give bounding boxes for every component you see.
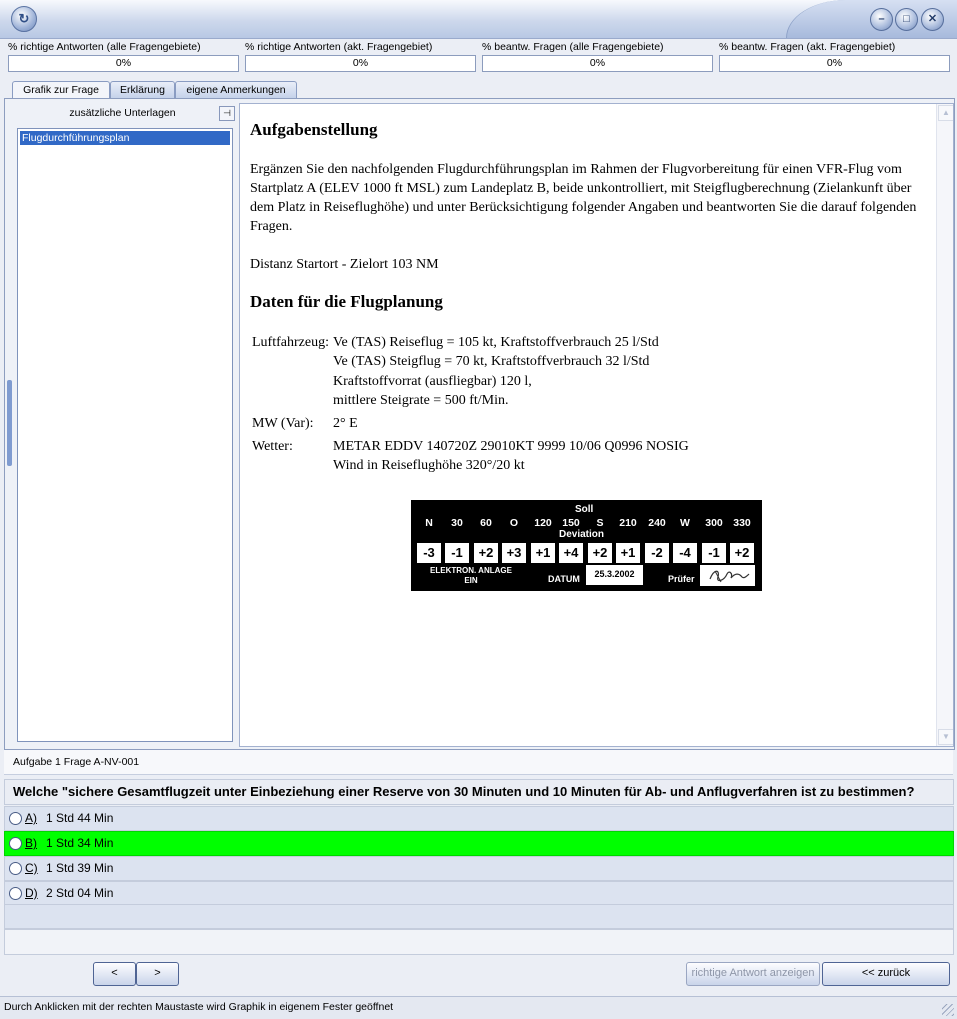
heading-aufgabenstellung: Aufgabenstellung	[250, 120, 378, 139]
datum-value: 25.3.2002	[586, 565, 643, 585]
heading-cell: 210	[619, 517, 637, 529]
tab-grafik[interactable]: Grafik zur Frage	[12, 81, 110, 99]
variation-value: 2° E	[333, 416, 358, 431]
deviation-cell: +4	[559, 543, 583, 563]
feedback-row	[4, 929, 954, 955]
answer-letter: A)	[25, 811, 37, 825]
tab-erklaerung[interactable]: Erklärung	[110, 81, 175, 98]
radio-button[interactable]	[9, 812, 22, 825]
deviation-cell: -2	[645, 543, 669, 563]
deviation-cell: -1	[702, 543, 726, 563]
elektron-line: ELEKTRON. ANLAGE	[430, 566, 512, 575]
stat-value: 0%	[245, 55, 476, 72]
heading-cell: O	[509, 517, 519, 529]
pruefer-label: Prüfer	[668, 574, 695, 584]
question-info-bar	[4, 750, 953, 775]
aircraft-line: Kraftstoffvorrat (ausfliegbar) 120 l,	[333, 374, 532, 389]
stat-correct-all	[8, 41, 239, 72]
question-graphic[interactable]	[239, 103, 954, 747]
answer-text: 2 Std 04 Min	[46, 886, 114, 900]
deviation-label: Deviation	[559, 529, 605, 540]
minimize-button[interactable]: –	[870, 8, 893, 31]
tab-anmerkungen[interactable]: eigene Anmerkungen	[175, 81, 297, 98]
variation-label: MW (Var):	[252, 416, 314, 431]
weather-line: METAR EDDV 140720Z 29010KT 9999 10/06 Q0996 NOSIG	[333, 439, 689, 454]
signature-icon	[700, 565, 755, 586]
status-text: Durch Anklicken mit der rechten Maustaste wird Graphik in eigenem Fester geöffnet	[4, 1001, 394, 1013]
close-button[interactable]: ✕	[921, 8, 944, 31]
answer-text: 1 Std 39 Min	[46, 861, 114, 875]
documents-sidebar	[8, 103, 237, 745]
deviation-card	[411, 500, 762, 591]
deviation-cell: +1	[531, 543, 555, 563]
heading-cell: 60	[480, 517, 492, 529]
stat-correct-current	[245, 41, 476, 72]
aircraft-line: Ve (TAS) Steigflug = 70 kt, Kraftstoffverbrauch 32 l/Std	[333, 354, 650, 369]
next-button[interactable]: >	[136, 962, 179, 986]
heading-cell: 330	[733, 517, 751, 529]
heading-cell: 300	[705, 517, 723, 529]
content-scrollbar[interactable]	[936, 104, 953, 746]
soll-label: Soll	[575, 504, 594, 515]
pin-icon[interactable]: ⊣	[219, 106, 235, 121]
aircraft-line: mittlere Steigrate = 500 ft/Min.	[333, 393, 509, 408]
deviation-cell: -4	[673, 543, 697, 563]
task-description: Ergänzen Sie den nachfolgenden Flugdurchführungsplan im Rahmen der Flugvorbereitung für einen VFR-Flug vom Startplatz A (ELEV 1000 ft MSL) zum Landeplatz B, beide unkontrolliert, mit Steigflugberechnung (Zielankunft über dem Platz in Reiseflughöhe) und unter Berücksichtigung folgender Angaben und beantworten Sie die darauf folgenden Fragen.	[250, 162, 917, 234]
answer-letter: D)	[25, 886, 38, 900]
aircraft-line: Ve (TAS) Reiseflug = 105 kt, Kraftstoffverbrauch 25 l/Std	[333, 335, 659, 350]
radio-button[interactable]	[9, 837, 22, 850]
answer-option-d[interactable]	[4, 881, 954, 906]
deviation-cell: -1	[445, 543, 469, 563]
deviation-cell: +2	[588, 543, 612, 563]
distance-text: Distanz Startort - Zielort 103 NM	[250, 257, 439, 272]
content-panel	[4, 98, 955, 750]
answer-letter: B)	[25, 836, 37, 850]
sidebar-title: zusätzliche Unterlagen	[69, 107, 176, 119]
stat-label: % beantw. Fragen (alle Fragengebiete)	[482, 41, 664, 53]
statistics-bar	[0, 39, 957, 77]
weather-line: Wind in Reiseflughöhe 320°/20 kt	[333, 458, 525, 473]
answer-option-a[interactable]	[4, 806, 954, 831]
heading-cell: 150	[562, 517, 580, 529]
weather-label: Wetter:	[252, 439, 293, 454]
back-button[interactable]: << zurück	[822, 962, 950, 986]
answer-option-c[interactable]	[4, 856, 954, 881]
answer-option-b[interactable]	[4, 831, 954, 856]
stat-value: 0%	[8, 55, 239, 72]
question-text-bar	[4, 779, 954, 805]
radio-button[interactable]	[9, 862, 22, 875]
heading-cell: N	[425, 517, 433, 529]
answer-text: 1 Std 44 Min	[46, 811, 114, 825]
heading-flugplanung: Daten für die Flugplanung	[250, 292, 443, 311]
scroll-up-icon[interactable]: ▲	[938, 105, 954, 121]
heading-cell: W	[680, 517, 690, 529]
stat-value: 0%	[482, 55, 713, 72]
answer-text: 1 Std 34 Min	[46, 836, 114, 850]
deviation-cell: +1	[616, 543, 640, 563]
heading-cell: 30	[451, 517, 463, 529]
deviation-cell: -3	[417, 543, 441, 563]
stat-label: % beantw. Fragen (akt. Fragengebiet)	[719, 41, 896, 53]
show-answer-button[interactable]: richtige Antwort anzeigen	[686, 962, 820, 986]
elektron-line: EIN	[464, 576, 478, 585]
stat-answered-current	[719, 41, 950, 72]
radio-button[interactable]	[9, 887, 22, 900]
documents-list	[17, 128, 233, 742]
heading-cell: 120	[534, 517, 552, 529]
heading-cell: 240	[648, 517, 666, 529]
elektron-label	[429, 566, 513, 586]
resize-grip-icon[interactable]	[942, 1004, 954, 1016]
stat-answered-all	[482, 41, 713, 72]
question-text: Welche "sichere Gesamtflugzeit unter Einbeziehung einer Reserve von 30 Minuten und 10 Minuten für Ab- und Anflugverfahren ist zu bestimmen?	[13, 784, 915, 799]
stat-label: % richtige Antworten (akt. Fragengebiet)	[245, 41, 433, 53]
stat-value: 0%	[719, 55, 950, 72]
deviation-cell: +3	[502, 543, 526, 563]
datum-label: DATUM	[548, 574, 580, 584]
previous-button[interactable]: <	[93, 962, 136, 986]
answer-letter: C)	[25, 861, 38, 875]
document-item-flugdurchfuehrungsplan[interactable]: Flugdurchführungsplan	[20, 131, 230, 145]
scroll-down-icon[interactable]: ▼	[938, 729, 954, 745]
deviation-cell: +2	[730, 543, 754, 563]
maximize-button[interactable]: □	[895, 8, 918, 31]
title-bar	[0, 0, 957, 39]
stat-label: % richtige Antworten (alle Fragengebiete)	[8, 41, 201, 53]
app-icon[interactable]: ↻	[11, 6, 37, 32]
status-bar	[0, 996, 957, 1019]
deviation-cell: +2	[474, 543, 498, 563]
question-id: Aufgabe 1 Frage A-NV-001	[13, 756, 140, 768]
heading-cell: S	[596, 517, 604, 529]
empty-answer-row	[4, 904, 954, 929]
aircraft-label: Luftfahrzeug:	[252, 335, 329, 350]
